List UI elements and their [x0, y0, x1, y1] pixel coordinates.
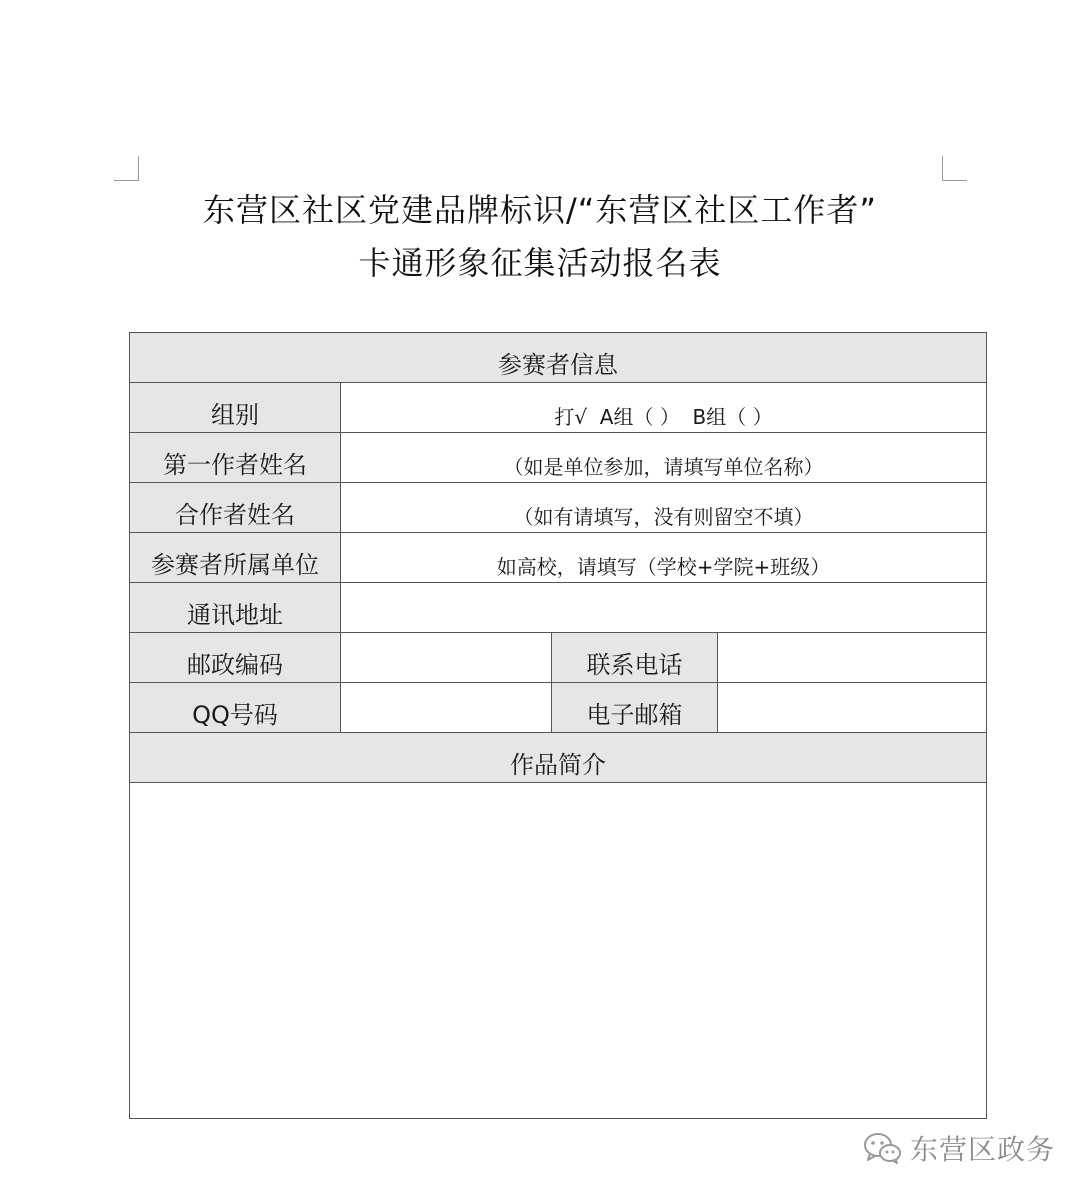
watermark-text: 东营区政务	[910, 1133, 1056, 1166]
watermark	[862, 1128, 1055, 1168]
affiliation-label: 参赛者所属单位	[130, 533, 341, 583]
postcode-label: 邮政编码	[130, 633, 341, 683]
address-label: 通讯地址	[130, 583, 341, 633]
document-title-line-1: 东营区社区党建品牌标识/“东营区社区工作者”	[203, 191, 877, 229]
email-label: 电子邮箱	[552, 683, 718, 733]
row-group	[130, 383, 987, 433]
phone-label: 联系电话	[552, 633, 718, 683]
section-header-participant-info: 参赛者信息	[130, 333, 987, 383]
page-corner-mark-right	[942, 156, 967, 181]
section-header-work-intro: 作品简介	[130, 733, 987, 783]
group-label: 组别	[130, 383, 341, 433]
address-field[interactable]	[341, 583, 987, 633]
wechat-official-account-icon	[862, 1131, 902, 1165]
email-field[interactable]	[718, 683, 987, 733]
row-section-intro	[130, 733, 987, 783]
page-corner-mark-left	[114, 156, 139, 181]
coauthor-label: 合作者姓名	[130, 483, 341, 533]
first-author-label: 第一作者姓名	[130, 433, 341, 483]
row-postcode-phone	[130, 633, 987, 683]
document-title-line-2: 卡通形象征集活动报名表	[358, 244, 722, 282]
work-intro-field[interactable]	[130, 783, 987, 1119]
row-coauthor	[130, 483, 987, 533]
phone-field[interactable]	[718, 633, 987, 683]
row-intro-body	[130, 783, 987, 1119]
row-affiliation	[130, 533, 987, 583]
group-value-field[interactable]: 打√ A组（ ） B组（ ）	[341, 383, 987, 433]
postcode-field[interactable]	[341, 633, 552, 683]
row-section-participant	[130, 333, 987, 383]
first-author-field[interactable]: （如是单位参加，请填写单位名称）	[341, 433, 987, 483]
qq-field[interactable]	[341, 683, 552, 733]
row-address	[130, 583, 987, 633]
affiliation-field[interactable]: 如高校，请填写（学校+学院+班级）	[341, 533, 987, 583]
qq-label: QQ号码	[130, 683, 341, 733]
row-qq-email	[130, 683, 987, 733]
row-first-author	[130, 433, 987, 483]
coauthor-field[interactable]: （如有请填写，没有则留空不填）	[341, 483, 987, 533]
registration-form-table	[129, 332, 987, 1119]
